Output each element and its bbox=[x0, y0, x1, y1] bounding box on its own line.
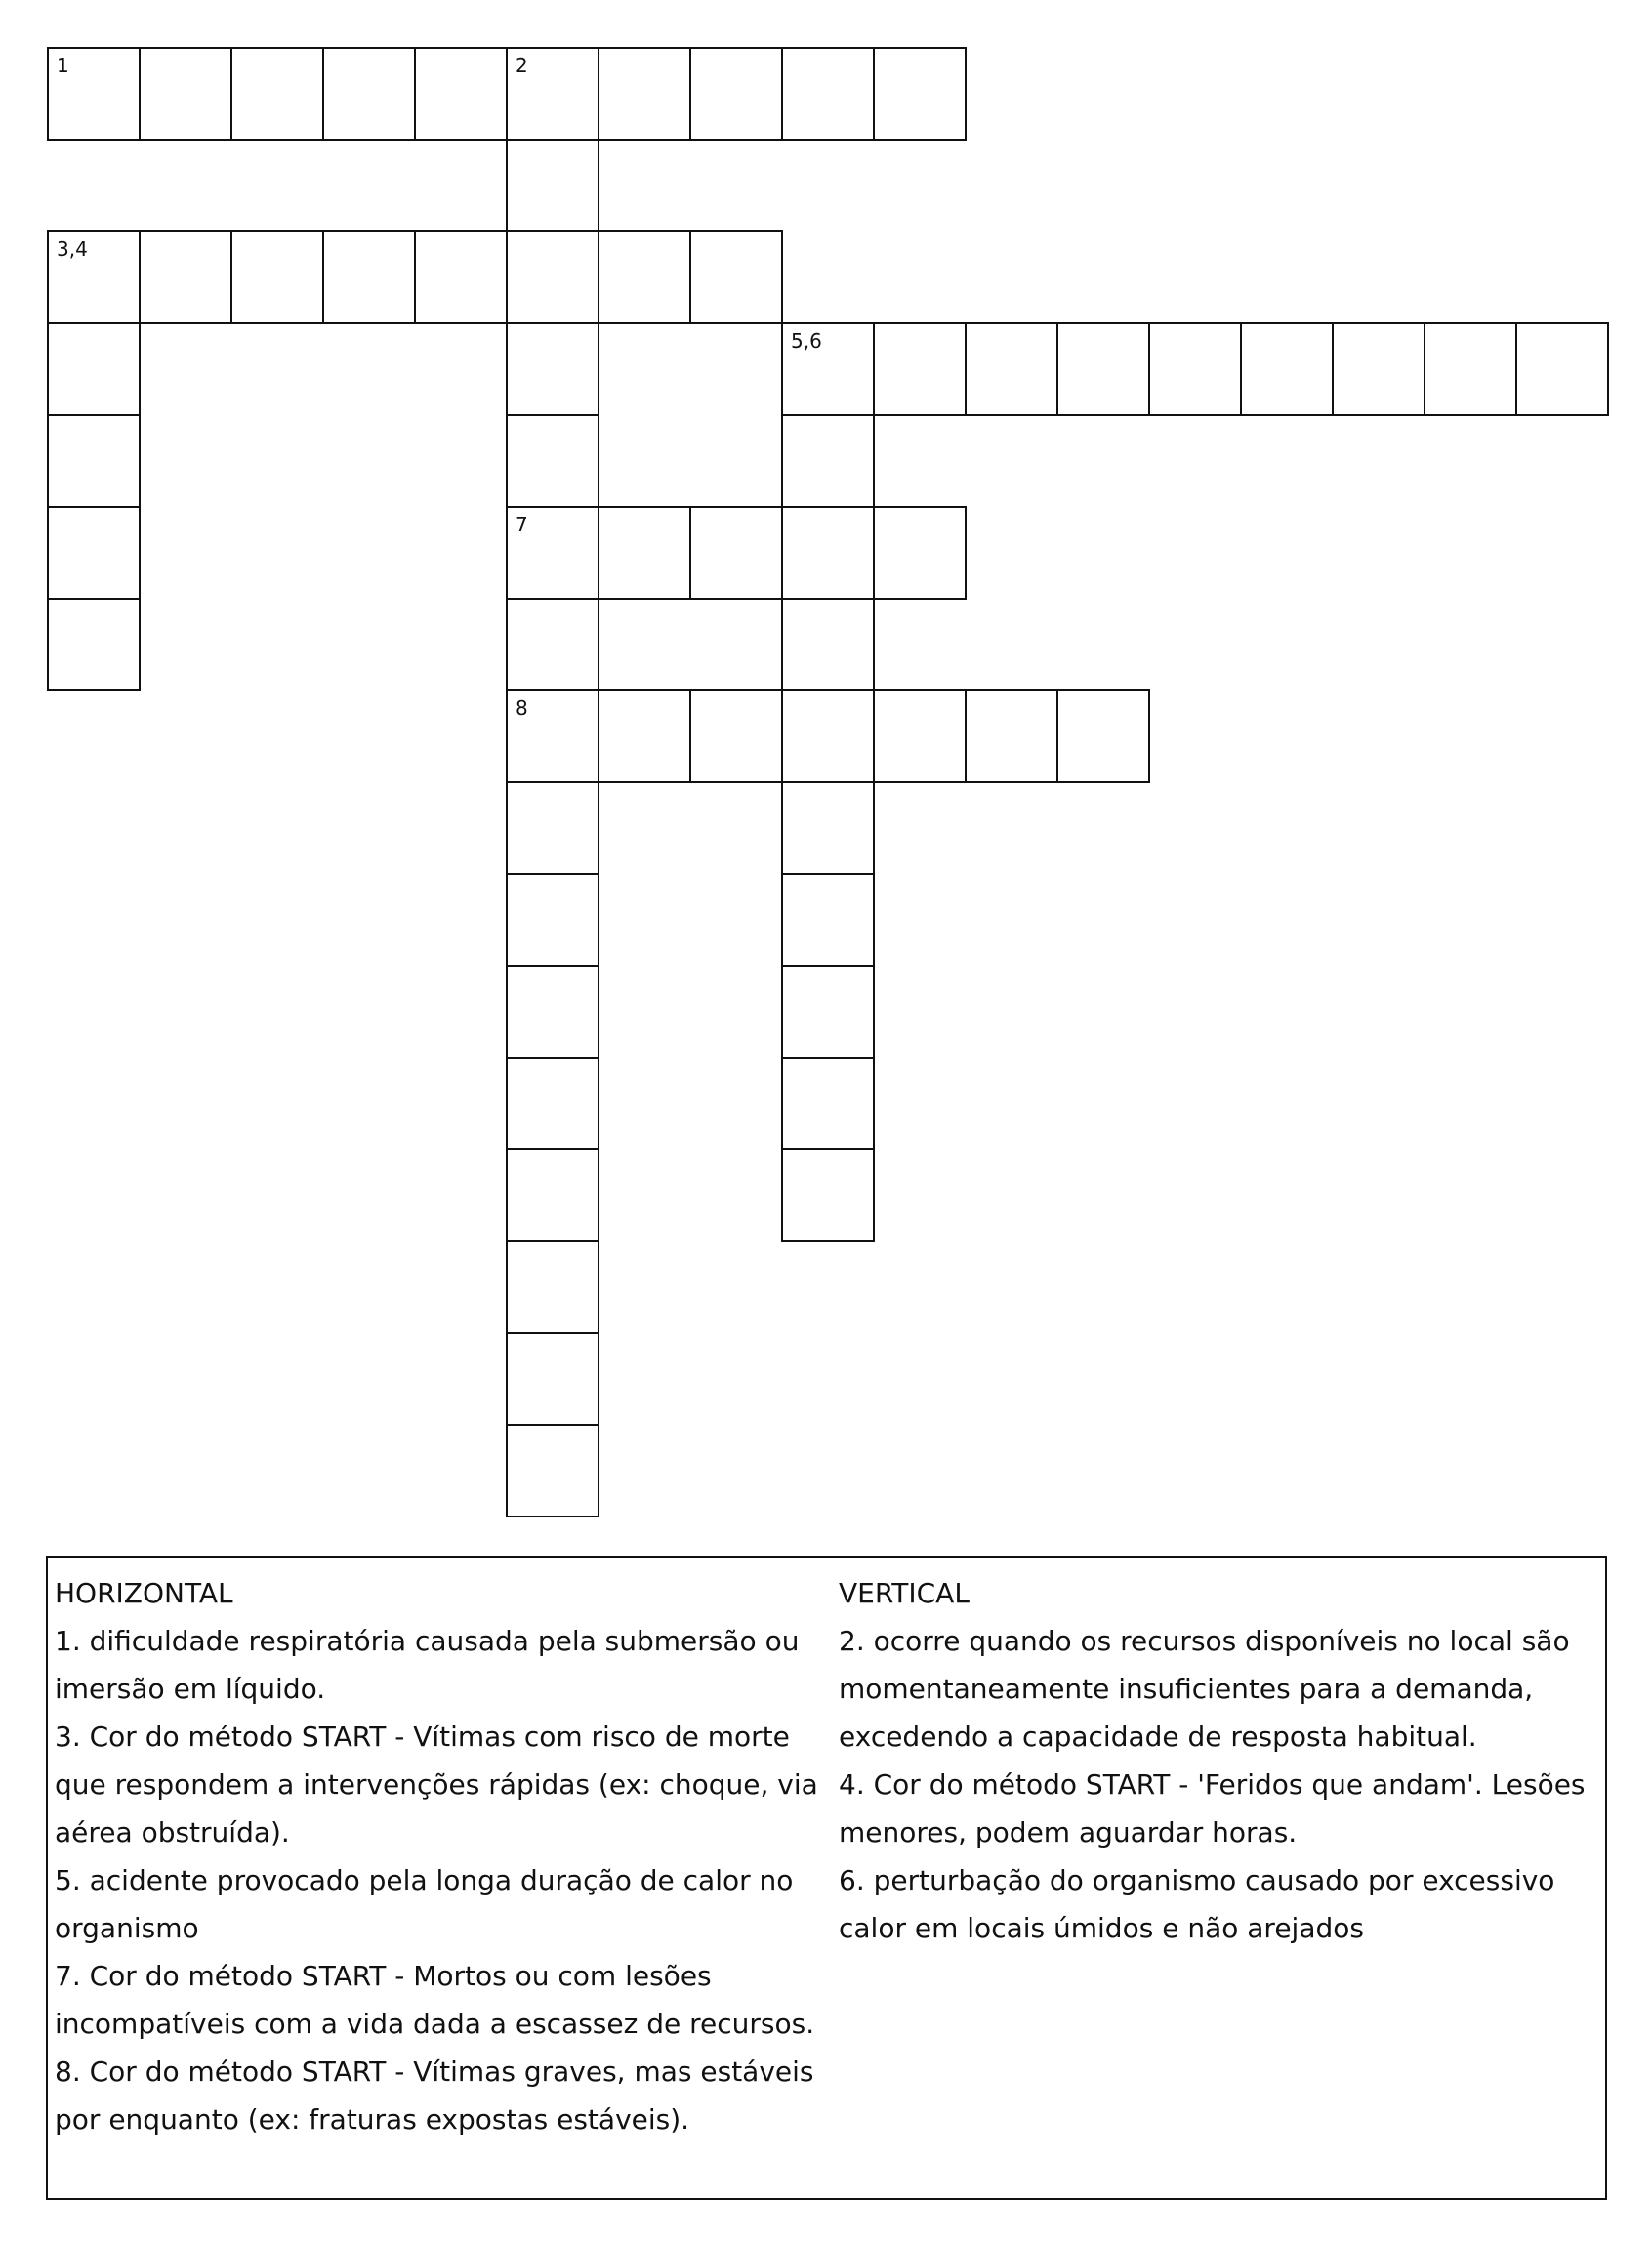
crossword-cell[interactable] bbox=[781, 1148, 875, 1242]
clue-across-1: 1. dificuldade respiratória causada pela submersão ou imersão em líquido. bbox=[55, 1625, 800, 1705]
crossword-cell[interactable] bbox=[1332, 322, 1425, 416]
vertical-heading: VERTICAL bbox=[839, 1577, 970, 1609]
crossword-cell[interactable] bbox=[781, 689, 875, 783]
clue-number: 2 bbox=[516, 54, 528, 77]
crossword-cell[interactable] bbox=[1056, 689, 1150, 783]
crossword-cell[interactable] bbox=[689, 230, 783, 324]
vertical-clues bbox=[839, 1569, 1600, 1952]
crossword-cell[interactable] bbox=[1148, 322, 1242, 416]
crossword-cell[interactable] bbox=[689, 689, 783, 783]
clue-across-5: 5. acidente provocado pela longa duração de calor no organismo bbox=[55, 1864, 794, 1944]
crossword-cell[interactable] bbox=[230, 47, 324, 141]
crossword-cell[interactable] bbox=[414, 47, 508, 141]
crossword-cell[interactable] bbox=[506, 506, 599, 600]
crossword-cell[interactable] bbox=[230, 230, 324, 324]
crossword-cell[interactable] bbox=[506, 689, 599, 783]
crossword-cell[interactable] bbox=[47, 414, 141, 508]
crossword-cell[interactable] bbox=[506, 414, 599, 508]
crossword-cell[interactable] bbox=[506, 139, 599, 232]
crossword-cell[interactable] bbox=[781, 414, 875, 508]
crossword-cell[interactable] bbox=[689, 506, 783, 600]
crossword-cell[interactable] bbox=[414, 230, 508, 324]
clue-number: 7 bbox=[516, 513, 528, 536]
crossword-cell[interactable] bbox=[965, 689, 1058, 783]
crossword-cell[interactable] bbox=[965, 322, 1058, 416]
crossword-cell[interactable] bbox=[506, 47, 599, 141]
crossword-cell[interactable] bbox=[506, 1148, 599, 1242]
horizontal-heading: HORIZONTAL bbox=[55, 1577, 233, 1609]
crossword-cell[interactable] bbox=[1056, 322, 1150, 416]
crossword-cell[interactable] bbox=[506, 1424, 599, 1517]
crossword-cell[interactable] bbox=[47, 47, 141, 141]
clue-across-7: 7. Cor do método START - Mortos ou com lesões incompatíveis com a vida dada a escassez de recursos. bbox=[55, 1960, 815, 2040]
crossword-cell[interactable] bbox=[322, 230, 416, 324]
crossword-cell[interactable] bbox=[47, 230, 141, 324]
horizontal-clues bbox=[55, 1569, 826, 2143]
crossword-cell[interactable] bbox=[506, 873, 599, 967]
crossword-cell[interactable] bbox=[781, 965, 875, 1059]
clue-across-3: 3. Cor do método START - Vítimas com risco de morte que respondem a intervenções rápidas (ex: choque, via aérea obstruída). bbox=[55, 1721, 818, 1849]
clue-number: 1 bbox=[57, 54, 69, 77]
clue-number: 3,4 bbox=[57, 237, 88, 261]
crossword-cell[interactable] bbox=[1240, 322, 1334, 416]
crossword-cell[interactable] bbox=[781, 598, 875, 691]
clue-number: 5,6 bbox=[791, 329, 822, 353]
clue-across-8: 8. Cor do método START - Vítimas graves, mas estáveis por enquanto (ex: fraturas expostas estáveis). bbox=[55, 2056, 814, 2136]
crossword-cell[interactable] bbox=[506, 781, 599, 875]
crossword-cell[interactable] bbox=[781, 873, 875, 967]
crossword-cell[interactable] bbox=[873, 506, 967, 600]
crossword-cell[interactable] bbox=[598, 47, 691, 141]
crossword-cell[interactable] bbox=[781, 781, 875, 875]
crossword-cell[interactable] bbox=[47, 322, 141, 416]
crossword-cell[interactable] bbox=[506, 598, 599, 691]
crossword-cell[interactable] bbox=[139, 47, 232, 141]
crossword-cell[interactable] bbox=[47, 506, 141, 600]
crossword-cell[interactable] bbox=[506, 1332, 599, 1426]
clue-down-2: 2. ocorre quando os recursos disponíveis no local são momentaneamente insuficientes para a demanda, excedendo a capacidade de resposta habitual. bbox=[839, 1625, 1570, 1753]
crossword-cell[interactable] bbox=[781, 47, 875, 141]
crossword-cell[interactable] bbox=[873, 47, 967, 141]
clue-down-4: 4. Cor do método START - 'Feridos que andam'. Lesões menores, podem aguardar horas. bbox=[839, 1768, 1586, 1849]
crossword-cell[interactable] bbox=[781, 322, 875, 416]
clue-number: 8 bbox=[516, 696, 528, 720]
crossword-cell[interactable] bbox=[781, 506, 875, 600]
crossword-cell[interactable] bbox=[598, 506, 691, 600]
crossword-cell[interactable] bbox=[873, 322, 967, 416]
crossword-cell[interactable] bbox=[506, 1240, 599, 1334]
crossword-cell[interactable] bbox=[598, 689, 691, 783]
crossword-cell[interactable] bbox=[506, 230, 599, 324]
crossword-cell[interactable] bbox=[506, 965, 599, 1059]
crossword-cell[interactable] bbox=[506, 1057, 599, 1150]
crossword-cell[interactable] bbox=[1424, 322, 1517, 416]
clues-box bbox=[46, 1556, 1607, 2200]
clue-down-6: 6. perturbação do organismo causado por excessivo calor em locais úmidos e não arejados bbox=[839, 1864, 1555, 1944]
crossword-cell[interactable] bbox=[506, 322, 599, 416]
crossword-cell[interactable] bbox=[873, 689, 967, 783]
crossword-cell[interactable] bbox=[47, 598, 141, 691]
crossword-cell[interactable] bbox=[139, 230, 232, 324]
crossword-cell[interactable] bbox=[322, 47, 416, 141]
crossword-cell[interactable] bbox=[781, 1057, 875, 1150]
crossword-cell[interactable] bbox=[689, 47, 783, 141]
crossword-cell[interactable] bbox=[598, 230, 691, 324]
crossword-cell[interactable] bbox=[1515, 322, 1609, 416]
